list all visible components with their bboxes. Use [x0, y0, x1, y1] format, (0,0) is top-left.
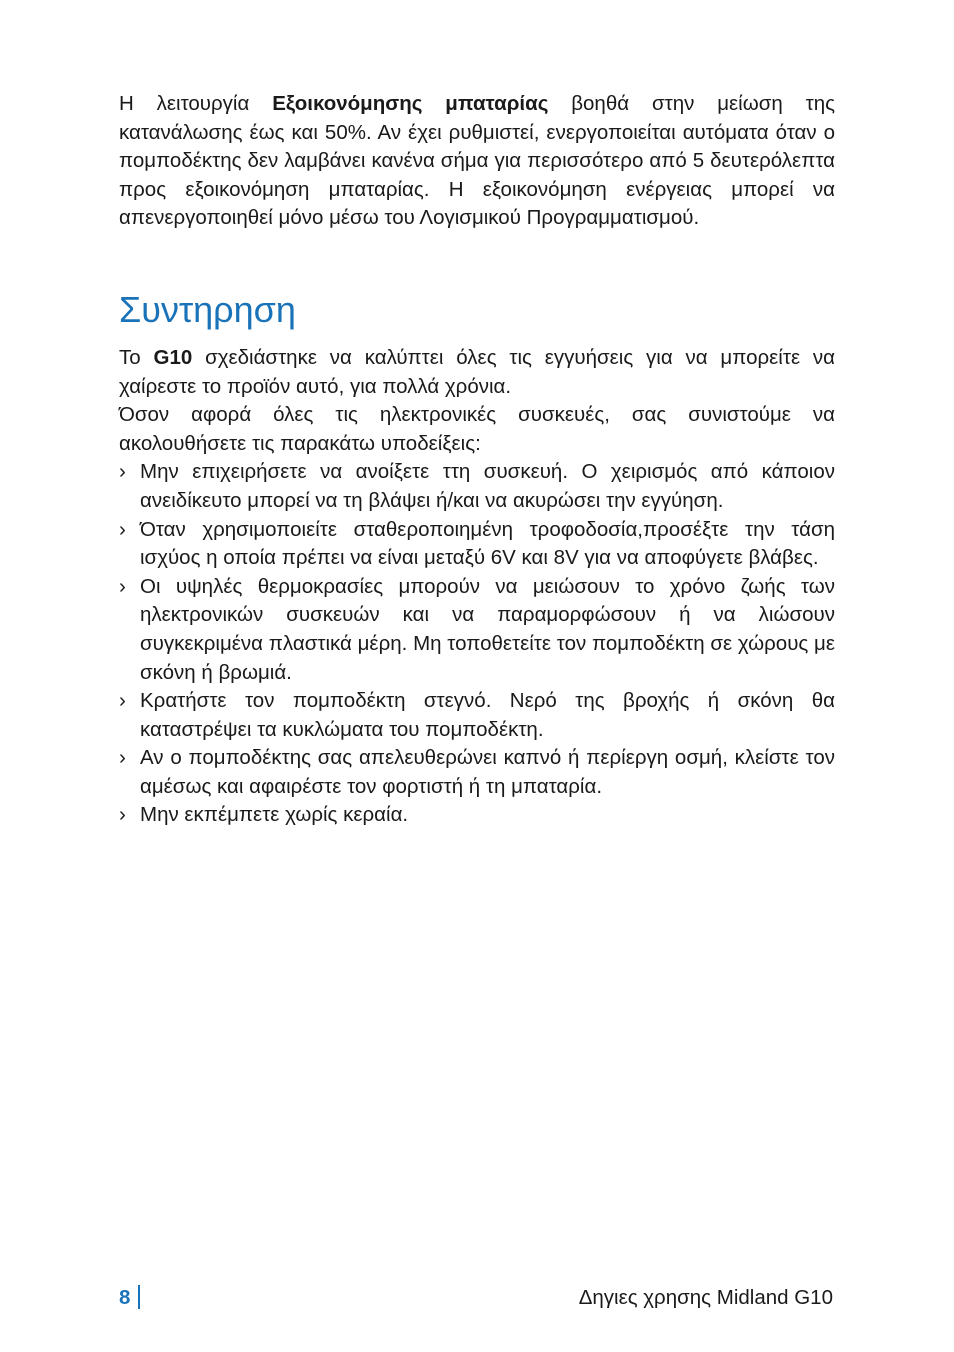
p1-prefix: Το [119, 345, 154, 369]
section-paragraph-1 [119, 344, 835, 401]
list-item [119, 573, 835, 687]
list-item [119, 516, 835, 573]
page-footer [119, 1284, 833, 1314]
list-item-text: Όταν χρησιμοποιείτε σταθεροποιημένη τροφοδοσία,προσέξτε την τάση ισχύος η οποία πρέπει να είναι μεταξύ 6V και 8V για να αποφύγετε βλάβες. [140, 517, 835, 570]
bullet-chevron-icon: › [119, 689, 126, 713]
bullet-chevron-icon: › [119, 574, 126, 598]
battery-saver-paragraph [119, 90, 835, 233]
list-item [119, 687, 835, 744]
product-name: G10 [153, 345, 193, 369]
intro-bold-term: Εξοικονόμησης μπαταρίας [272, 92, 549, 115]
bullet-chevron-icon: › [119, 746, 126, 770]
maintenance-tips-list [119, 458, 835, 830]
list-item [119, 801, 835, 830]
list-item-text: Αν ο πομποδέκτης σας απελευθερώνει καπνό ή περίεργη οσμή, κλείστε τον αμέσως και αφαιρέστε τον φορτιστή ή τη μπαταρία. [140, 746, 835, 798]
page-number-divider [138, 1285, 140, 1309]
list-item [119, 458, 835, 515]
intro-suffix: βοηθά στην μείωση της κατανάλωσης έως και 50%. Αν έχει ρυθμιστεί, ενεργοποιείται αυτόματα όταν ο πομποδέκτης δεν λαμβάνει κανένα σήμα για περισσότερο από 5 δευτερόλεπτα προς εξοικονόμηση μπαταρίας. Η εξοικονόμηση ενέργειας μπορεί να απενεργοποιηθεί μόνο μέσω του Λογισμικού Προγραμματισμού. [119, 92, 835, 230]
page-content [119, 90, 835, 830]
bullet-chevron-icon: › [119, 460, 126, 484]
section-paragraph-2: Όσον αφορά όλες τις ηλεκτρονικές συσκευές, σας συνιστούμε να ακολουθήσετε τις παρακάτω υποδείξεις: [119, 403, 835, 455]
bullet-chevron-icon: › [119, 517, 126, 541]
list-item-text: Μην επιχειρήσετε να ανοίξετε ττη συσκευή. Ο χειρισμός από κάποιον ανειδίκευτο μπορεί να τη βλάψει ή/και να ακυρώσει την εγγύηση. [140, 460, 835, 512]
document-title: Δηγιες χρησης Midland G10 [578, 1286, 833, 1309]
list-item-text: Οι υψηλές θερμοκρασίες μπορούν να μειώσουν το χρόνο ζωής των ηλεκτρονικών συσκευών και να παραμορφώσουν ή να λιώσουν συγκεκριμένα πλαστικά μέρη. Μη τοποθετείτε τον πομποδέκτη σε χώρους με σκόνη ή βρωμιά. [140, 574, 835, 684]
list-item-text: Κρατήστε τον πομποδέκτη στεγνό. Νερό της βροχής ή σκόνη θα καταστρέψει τα κυκλώματα του πομποδέκτη. [140, 689, 835, 741]
bullet-chevron-icon: › [119, 803, 126, 827]
list-item-text: Μην εκπέμπετε χωρίς κεραία. [140, 803, 409, 827]
intro-prefix: Η λειτουργία [119, 92, 273, 115]
page-number: 8 [119, 1286, 131, 1309]
p1-suffix: σχεδιάστηκε να καλύπτει όλες τις εγγυήσεις για να μπορείτε να χαίρεστε το προϊόν αυτό, για πολλά χρόνια. [119, 345, 835, 398]
section-heading: Συντηρηση [119, 288, 296, 330]
list-item [119, 744, 835, 801]
